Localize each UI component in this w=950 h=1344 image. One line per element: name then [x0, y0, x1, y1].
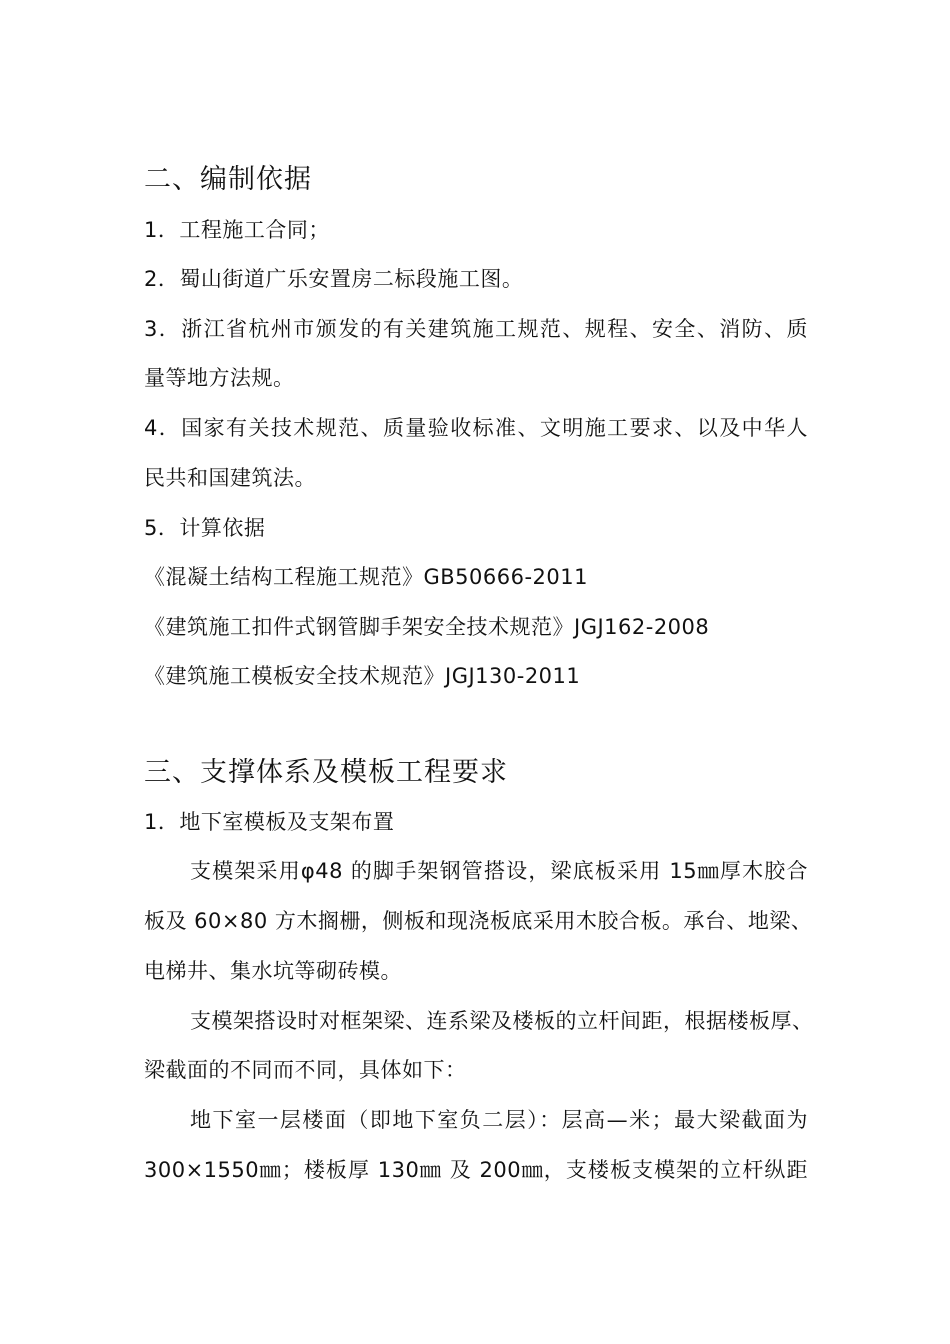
para2-line-2: 梁截面的不同而不同，具体如下：	[144, 1058, 467, 1082]
basis-item-4-line-2: 民共和国建筑法。	[144, 466, 316, 490]
code-reference-1: 《混凝土结构工程施工规范》GB50666-2011	[144, 565, 589, 589]
code-reference-2: 《建筑施工扣件式钢管脚手架安全技术规范》JGJ162-2008	[144, 615, 710, 639]
para1-line-2: 板及 60×80 方木搁栅，侧板和现浇板底采用木胶合板。承台、地梁、	[144, 909, 813, 933]
para3-line-1: 地下室一层楼面（即地下室负二层）：层高—米；最大梁截面为	[190, 1108, 808, 1132]
basis-item-4-line-1: 4．国家有关技术规范、质量验收标准、文明施工要求、以及中华人	[144, 416, 808, 440]
code-reference-3: 《建筑施工模板安全技术规范》JGJ130-2011	[144, 664, 581, 688]
section-heading-basis: 二、编制依据	[144, 164, 312, 195]
basis-item-1: 1．工程施工合同；	[144, 218, 330, 242]
basis-item-3-line-1: 3．浙江省杭州市颁发的有关建筑施工规范、规程、安全、消防、质	[144, 317, 808, 341]
para3-line-2: 300×1550㎜；楼板厚 130㎜ 及 200㎜，支楼板支模架的立杆纵距	[144, 1158, 808, 1182]
basis-item-3-line-2: 量等地方法规。	[144, 366, 295, 390]
section-heading-support: 三、支撑体系及模板工程要求	[144, 757, 508, 788]
para1-line-1: 支模架采用φ48 的脚手架钢管搭设，梁底板采用 15㎜厚木胶合	[190, 859, 808, 883]
para1-line-3: 电梯井、集水坑等砌砖模。	[144, 959, 402, 983]
basis-item-5: 5．计算依据	[144, 516, 266, 540]
basis-item-2: 2．蜀山街道广乐安置房二标段施工图。	[144, 267, 524, 291]
support-subheading-1: 1．地下室模板及支架布置	[144, 810, 395, 834]
para2-line-1: 支模架搭设时对框架梁、连系梁及楼板的立杆间距，根据楼板厚、	[190, 1009, 814, 1033]
